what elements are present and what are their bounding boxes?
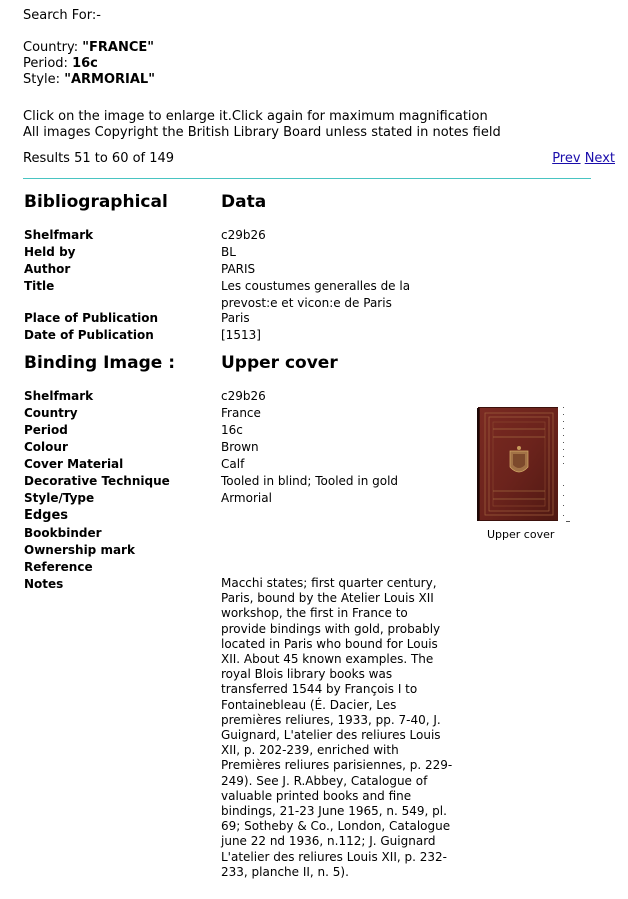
binding-value-country: France [221, 406, 261, 420]
divider [23, 178, 591, 179]
prev-link[interactable]: Prev [552, 151, 581, 166]
binding-label-style-type: Style/Type [24, 491, 95, 505]
info-enlarge: Click on the image to enlarge it.Click again for maximum magnification [23, 109, 488, 124]
field-label-held-by: Held by [24, 245, 76, 259]
binding-value-style-type: Armorial [221, 491, 272, 505]
binding-label-colour: Colour [24, 440, 68, 454]
binding-label-shelfmark: Shelfmark [24, 389, 94, 403]
binding-label-decorative-technique: Decorative Technique [24, 474, 170, 488]
criterion-style [23, 72, 155, 88]
criterion-value: "FRANCE" [82, 40, 155, 55]
field-value-held-by: BL [221, 245, 236, 259]
criterion-value: 16c [72, 56, 98, 71]
binding-label-cover-material: Cover Material [24, 457, 124, 471]
section-heading-data: Data [221, 192, 267, 212]
info-text [23, 109, 501, 141]
field-label-date: Date of Publication [24, 328, 154, 342]
criterion-label: Style: [23, 72, 61, 87]
binding-label-notes: Notes [24, 577, 64, 591]
criterion-period [23, 56, 155, 72]
field-label-shelfmark: Shelfmark [24, 228, 94, 242]
binding-label-edges: Edges [24, 508, 69, 523]
search-criteria [23, 8, 155, 88]
section-heading-binding-image: Binding Image : [24, 353, 175, 373]
field-value-shelfmark: c29b26 [221, 228, 266, 242]
book-cover-caption: Upper cover [487, 528, 555, 541]
section-heading-bibliographical: Bibliographical [24, 192, 168, 212]
field-value-date: [1513] [221, 328, 261, 342]
pagination [552, 151, 615, 167]
binding-value-shelfmark: c29b26 [221, 389, 266, 403]
field-label-title: Title [24, 279, 55, 293]
binding-value-decorative-technique: Tooled in blind; Tooled in gold [221, 474, 399, 488]
field-value-title: Les coustumes generalles de la prevost:e et vicon:e de Paris [221, 279, 411, 310]
next-link[interactable]: Next [584, 151, 615, 166]
field-value-place: Paris [221, 311, 250, 325]
book-cover-image[interactable] [476, 405, 572, 527]
results-count: Results 51 to 60 of 149 [23, 151, 175, 166]
binding-label-ownership-mark: Ownership mark [24, 543, 135, 557]
binding-value-colour: Brown [221, 440, 259, 454]
field-label-author: Author [24, 262, 71, 276]
field-value-author: PARIS [221, 262, 256, 276]
field-label-place: Place of Publication [24, 311, 159, 325]
section-heading-upper-cover: Upper cover [221, 353, 338, 373]
criterion-country [23, 40, 155, 56]
binding-value-period: 16c [221, 423, 243, 437]
info-copyright: All images Copyright the British Library Board unless stated in notes field [23, 125, 501, 140]
search-heading: Search For:- [23, 8, 101, 23]
criterion-label: Period: [23, 56, 68, 71]
binding-value-notes: Macchi states; first quarter century, Paris, bound by the Atelier Louis XII workshop, the first in France to provide bindings with gold, probably located in Paris who bound for Louis XII. About 45 known examples. The royal Blois library books was transferred 1544 by François I to Fontainebleau (É. Dacier, Les premières reliures, 1933, pp. 7-40, J. Guignard, L'atelier des reliures Louis XII, p. 202-239, enriched with Premières reliures parisiennes, p. 229-249). See J. R.Abbey, Catalogue of valuable printed books and fine bindings, 21-23 June 1965, n. 549, pl. 69; Sotheby & Co., London, Catalogue june 22 nd 1936, n.112; J. Guignard L'atelier des reliures Louis XII, p. 232-233, planche II, n. 5). [221, 576, 453, 879]
binding-label-bookbinder: Bookbinder [24, 526, 102, 540]
book-cover-drawing [476, 405, 572, 527]
binding-label-period: Period [24, 423, 68, 437]
criterion-value: "ARMORIAL" [64, 72, 155, 87]
criterion-label: Country: [23, 40, 79, 55]
binding-label-reference: Reference [24, 560, 93, 574]
binding-value-cover-material: Calf [221, 457, 245, 471]
binding-label-country: Country [24, 406, 78, 420]
